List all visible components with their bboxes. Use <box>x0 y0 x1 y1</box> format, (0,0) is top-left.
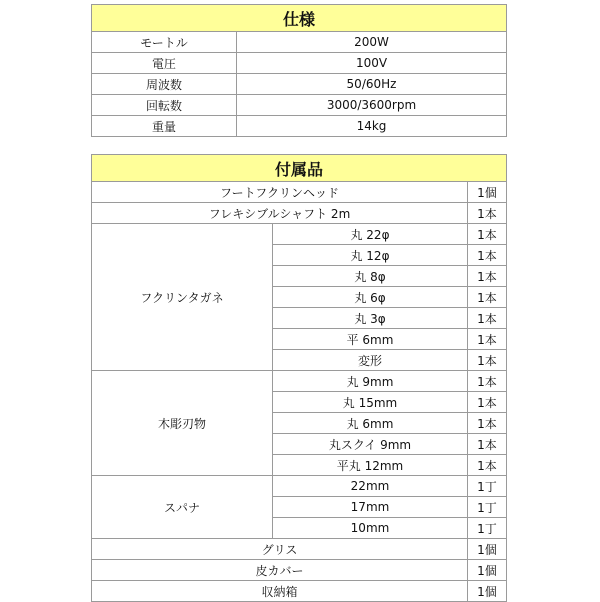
spec-label: 重量 <box>92 116 237 137</box>
item-qty: 1本 <box>468 287 507 308</box>
spec-label: 周波数 <box>92 74 237 95</box>
accessory-name: フレキシブルシャフト 2m <box>92 203 468 224</box>
table-row <box>92 581 507 602</box>
item-name: 丸 6mm <box>273 413 468 434</box>
item-name: 平丸 12mm <box>273 455 468 476</box>
item-qty: 1本 <box>468 413 507 434</box>
table-row <box>92 182 507 203</box>
item-qty: 1本 <box>468 434 507 455</box>
spec-value: 14kg <box>237 116 507 137</box>
item-name: 丸スクイ 9mm <box>273 434 468 455</box>
table-row <box>92 203 507 224</box>
group-name: フクリンタガネ <box>92 224 273 371</box>
item-qty: 1本 <box>468 371 507 392</box>
item-name: 丸 15mm <box>273 392 468 413</box>
item-name: 丸 9mm <box>273 371 468 392</box>
group-name: スパナ <box>92 476 273 539</box>
spec-value: 200W <box>237 32 507 53</box>
item-qty: 1丁 <box>468 497 507 518</box>
table-row <box>92 539 507 560</box>
item-name: 17mm <box>273 497 468 518</box>
spec-label: 電圧 <box>92 53 237 74</box>
spec-value: 100V <box>237 53 507 74</box>
accessory-name: 皮カバー <box>92 560 468 581</box>
item-name: 平 6mm <box>273 329 468 350</box>
item-name: 丸 6φ <box>273 287 468 308</box>
item-name: 丸 22φ <box>273 224 468 245</box>
spec-value: 50/60Hz <box>237 74 507 95</box>
table-row <box>92 476 507 497</box>
table-row <box>92 371 507 392</box>
accessory-qty: 1本 <box>468 203 507 224</box>
item-name: 10mm <box>273 518 468 539</box>
table-row <box>92 74 507 95</box>
table-row <box>92 53 507 74</box>
spec-label: 回転数 <box>92 95 237 116</box>
accessory-qty: 1個 <box>468 182 507 203</box>
spec-label: モートル <box>92 32 237 53</box>
accessory-name: 収納箱 <box>92 581 468 602</box>
item-qty: 1本 <box>468 350 507 371</box>
item-qty: 1本 <box>468 308 507 329</box>
spec-title: 仕様 <box>92 5 507 32</box>
item-qty: 1丁 <box>468 518 507 539</box>
item-name: 22mm <box>273 476 468 497</box>
item-qty: 1本 <box>468 329 507 350</box>
table-row <box>92 560 507 581</box>
accessory-qty: 1個 <box>468 581 507 602</box>
table-row <box>92 32 507 53</box>
item-name: 丸 3φ <box>273 308 468 329</box>
item-qty: 1本 <box>468 224 507 245</box>
accessory-name: フートフクリンヘッド <box>92 182 468 203</box>
spec-value: 3000/3600rpm <box>237 95 507 116</box>
item-name: 丸 8φ <box>273 266 468 287</box>
accessories-title: 付属品 <box>92 155 507 182</box>
accessories-table <box>91 154 507 602</box>
item-qty: 1本 <box>468 455 507 476</box>
item-name: 丸 12φ <box>273 245 468 266</box>
table-row <box>92 116 507 137</box>
accessory-qty: 1個 <box>468 539 507 560</box>
item-qty: 1丁 <box>468 476 507 497</box>
spec-table <box>91 4 507 137</box>
accessory-qty: 1個 <box>468 560 507 581</box>
table-row <box>92 95 507 116</box>
accessory-name: グリス <box>92 539 468 560</box>
table-row <box>92 224 507 245</box>
item-qty: 1本 <box>468 266 507 287</box>
item-qty: 1本 <box>468 392 507 413</box>
item-name: 変形 <box>273 350 468 371</box>
item-qty: 1本 <box>468 245 507 266</box>
group-name: 木彫刃物 <box>92 371 273 476</box>
